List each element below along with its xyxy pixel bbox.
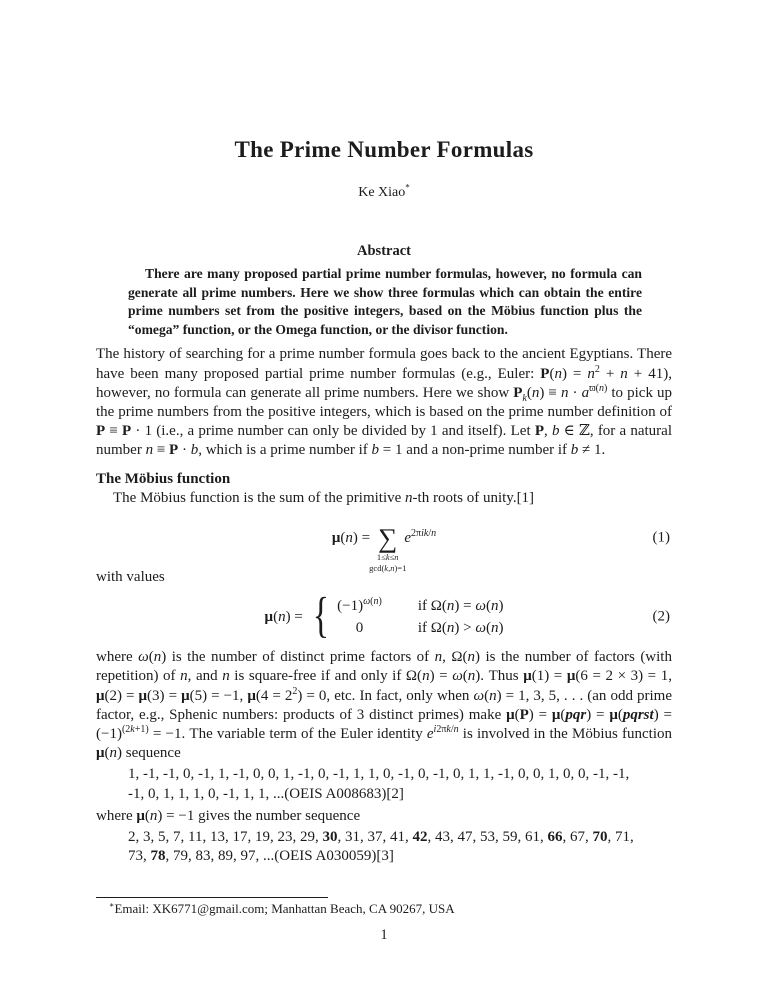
abstract-body: There are many proposed partial prime number formulas, however, no formula can generate all prime numbers. Here we show three formulas which can obtain the entire prime numbers set from the positive integers, based on the Möbius function plus the “omega” function, or the Omega function, or the divisor function. <box>128 266 642 337</box>
mobius-sequence: 1, -1, -1, 0, -1, 1, -1, 0, 0, 1, -1, 0, -1, 1, 1, 0, -1, 0, -1, 0, 1, 1, -1, 0, 0, 1, 0, 0, -1, -1, -1, 0, 1, 1, 1, 0, -1, 1, 1, ...(OEIS A008683)[2] <box>128 766 630 802</box>
intro-paragraph: The history of searching for a prime number formula goes back to the ancient Egyptians. There have been many proposed partial prime number formulas (e.g., Euler: $P(n) = n^2 + n + 41$), however, no formula can generate all prime numbers. Here we show $P_k(n) \equiv n \cdot a^{ϖ(n)}$ to pick up the prime numbers from the positive integers, which is based on the prime number definition of P ≡ P · 1 (i.e., a prime number can only be divided by 1 and itself). Let P, b ∈ ℤ, for a natural number n ≡ P · b, which is a prime number if b = 1 and a non-prime number if b ≠ 1. <box>96 346 672 459</box>
cases-grid <box>337 596 503 639</box>
author-name: Ke Xiao <box>358 185 406 200</box>
section-heading-mobius: The Möbius function <box>96 470 231 487</box>
footnote-rule <box>96 897 328 898</box>
author-footnote-mark: * <box>405 182 410 193</box>
equation-1 <box>96 518 672 573</box>
case1-condition: if Ω(n) = ω(n) <box>417 597 504 614</box>
case2-condition: if Ω(n) > ω(n) <box>417 619 504 636</box>
cases-brace: { <box>312 589 330 644</box>
footnote-email: ∗Email: XK6771@gmail.com; Manhattan Beach, CA 90267, USA <box>109 900 455 916</box>
sum-icon: ∑ <box>378 523 398 553</box>
eq2-lhs: μ(n) = <box>264 608 303 625</box>
eq1-number: (1) <box>652 529 670 546</box>
where-mu-line: where μ(n) = −1 gives the number sequence <box>96 807 361 824</box>
omega-paragraph: where ω(n) is the number of distinct prime factors of n, Ω(n) is the number of factors (with repetition) of n, and n is square-free if and only if Ω(n) = ω(n). Thus μ(1) = μ(6 = 2 × 3) = 1, μ(2) = μ(3) = μ(5) = −1, $\mu(4 = 2^2) = 0$, etc. In fact, only when ω(n) = 1, 3, 5, . . . (an odd prime factor, e.g., Sphenic numbers: products of 3 distinct primes) make μ(P) = μ(pqr) = μ(pqrst) = $(-1)^{(2k+1)} = -1$. The variable term of the Euler identity $e^{i2\pi k/n}$ is involved in the Möbius function μ(n) sequence <box>96 649 672 762</box>
page-number: 1 <box>380 927 388 943</box>
prime-sequence: 2, 3, 5, 7, 11, 13, 17, 19, 23, 29, 30, 31, 37, 41, 42, 43, 47, 53, 59, 61, 66, 67, 70, 71, 73, 78, 79, 83, 89, 97, ...(OEIS A030059)[3] <box>128 829 634 865</box>
with-values-text: with values <box>96 569 165 585</box>
footnote <box>96 897 672 917</box>
author-line <box>96 184 672 201</box>
case1-value: $(-1)^{\omega(n)}$ <box>337 595 382 614</box>
eq1-term: $e^{2\pi ik/n}$ <box>404 527 437 546</box>
paper-title: The Prime Number Formulas <box>234 137 534 162</box>
eq1-lhs: μ(n) = <box>331 529 371 546</box>
summation <box>369 523 407 573</box>
abstract-heading: Abstract <box>357 243 411 259</box>
case2-value: 0 <box>355 619 364 636</box>
section-lead: The Möbius function is the sum of the primitive n-th roots of unity.[1] <box>113 489 535 506</box>
sum-limits <box>369 552 406 573</box>
sum-limit-upper: 1≤k≤n <box>376 552 399 562</box>
equation-2 <box>96 589 672 644</box>
eq2-number: (2) <box>652 608 670 625</box>
sum-limit-lower: gcd(k,n)=1 <box>369 562 407 573</box>
